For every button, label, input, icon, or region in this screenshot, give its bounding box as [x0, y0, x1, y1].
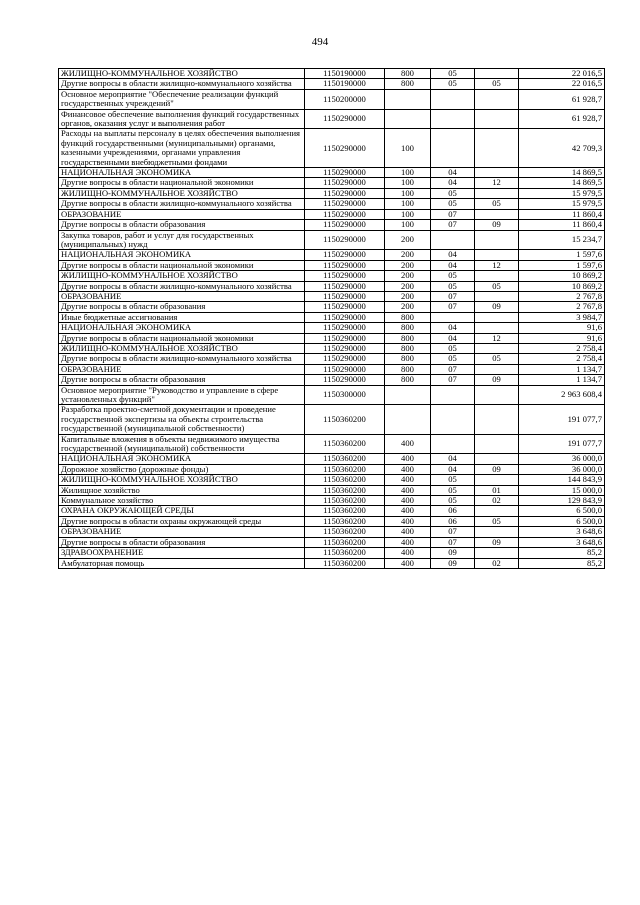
amount-cell: 22 016,5 [519, 79, 605, 89]
expense-type-cell: 800 [385, 343, 431, 353]
table-row [59, 496, 605, 506]
item-name-cell: Основное мероприятие "Обеспечение реализации функций государственных учреждений" [59, 89, 305, 109]
table-body [59, 69, 605, 569]
table-row [59, 260, 605, 270]
amount-cell: 15 979,5 [519, 199, 605, 209]
target-code-cell: 1150360200 [305, 548, 385, 558]
target-code-cell: 1150290000 [305, 364, 385, 374]
amount-cell: 10 869,2 [519, 271, 605, 281]
target-code-cell: 1150290000 [305, 230, 385, 250]
subsection-code-cell [475, 364, 519, 374]
item-name-cell: ЖИЛИЩНО-КОММУНАЛЬНОЕ ХОЗЯЙСТВО [59, 188, 305, 198]
item-name-cell: ОБРАЗОВАНИЕ [59, 364, 305, 374]
item-name-cell: НАЦИОНАЛЬНАЯ ЭКОНОМИКА [59, 168, 305, 178]
table-row [59, 354, 605, 364]
expense-type-cell: 800 [385, 79, 431, 89]
table-row [59, 434, 605, 454]
expense-type-cell: 800 [385, 375, 431, 385]
expense-type-cell: 400 [385, 485, 431, 495]
amount-cell: 3 648,6 [519, 537, 605, 547]
section-code-cell: 05 [431, 199, 475, 209]
amount-cell: 91,6 [519, 323, 605, 333]
expense-type-cell: 400 [385, 516, 431, 526]
subsection-code-cell [475, 69, 519, 79]
expense-type-cell: 100 [385, 168, 431, 178]
item-name-cell: Другие вопросы в области образования [59, 375, 305, 385]
amount-cell: 61 928,7 [519, 109, 605, 129]
subsection-code-cell: 12 [475, 178, 519, 188]
subsection-code-cell: 05 [475, 354, 519, 364]
section-code-cell: 04 [431, 333, 475, 343]
section-code-cell: 04 [431, 250, 475, 260]
amount-cell: 14 869,5 [519, 178, 605, 188]
subsection-code-cell [475, 230, 519, 250]
subsection-code-cell [475, 385, 519, 405]
item-name-cell: НАЦИОНАЛЬНАЯ ЭКОНОМИКА [59, 250, 305, 260]
table-row [59, 168, 605, 178]
target-code-cell: 1150290000 [305, 281, 385, 291]
subsection-code-cell [475, 405, 519, 434]
expense-type-cell: 400 [385, 558, 431, 568]
subsection-code-cell [475, 89, 519, 109]
table-row [59, 312, 605, 322]
section-code-cell [431, 312, 475, 322]
target-code-cell: 1150290000 [305, 312, 385, 322]
subsection-code-cell [475, 548, 519, 558]
target-code-cell: 1150360200 [305, 475, 385, 485]
target-code-cell: 1150290000 [305, 323, 385, 333]
amount-cell: 144 843,9 [519, 475, 605, 485]
subsection-code-cell: 05 [475, 281, 519, 291]
item-name-cell: ЗДРАВООХРАНЕНИЕ [59, 548, 305, 558]
item-name-cell: Финансовое обеспечение выполнения функций государственных органов, оказания услуг и выполнения работ [59, 109, 305, 129]
subsection-code-cell: 02 [475, 496, 519, 506]
section-code-cell: 07 [431, 527, 475, 537]
amount-cell: 1 597,6 [519, 250, 605, 260]
subsection-code-cell [475, 291, 519, 301]
table-row [59, 485, 605, 495]
target-code-cell: 1150360200 [305, 405, 385, 434]
item-name-cell: ЖИЛИЩНО-КОММУНАЛЬНОЕ ХОЗЯЙСТВО [59, 69, 305, 79]
target-code-cell: 1150290000 [305, 271, 385, 281]
subsection-code-cell [475, 475, 519, 485]
item-name-cell: Другие вопросы в области охраны окружающей среды [59, 516, 305, 526]
amount-cell: 15 234,7 [519, 230, 605, 250]
table-row [59, 454, 605, 464]
subsection-code-cell [475, 343, 519, 353]
table-row [59, 537, 605, 547]
target-code-cell: 1150290000 [305, 129, 385, 168]
item-name-cell: Основное мероприятие "Руководство и управление в сфере установленных функций" [59, 385, 305, 405]
target-code-cell: 1150290000 [305, 291, 385, 301]
table-row [59, 89, 605, 109]
section-code-cell: 07 [431, 364, 475, 374]
subsection-code-cell: 05 [475, 199, 519, 209]
table-row [59, 405, 605, 434]
expense-type-cell: 800 [385, 69, 431, 79]
expense-type-cell: 100 [385, 129, 431, 168]
subsection-code-cell: 01 [475, 485, 519, 495]
subsection-code-cell [475, 250, 519, 260]
target-code-cell: 1150290000 [305, 220, 385, 230]
section-code-cell: 05 [431, 69, 475, 79]
subsection-code-cell: 09 [475, 464, 519, 474]
subsection-code-cell: 09 [475, 537, 519, 547]
table-row [59, 343, 605, 353]
item-name-cell: Жилищное хозяйство [59, 485, 305, 495]
target-code-cell: 1150290000 [305, 188, 385, 198]
item-name-cell: Дорожное хозяйство (дорожные фонды) [59, 464, 305, 474]
item-name-cell: Коммунальное хозяйство [59, 496, 305, 506]
expense-type-cell: 200 [385, 271, 431, 281]
item-name-cell: Другие вопросы в области образования [59, 302, 305, 312]
target-code-cell: 1150290000 [305, 178, 385, 188]
item-name-cell: Разработка проектно-сметной документации и проведение государственной экспертизы на объекты строительства государственной (муниципальной собственности) [59, 405, 305, 434]
section-code-cell: 07 [431, 375, 475, 385]
amount-cell: 2 767,8 [519, 291, 605, 301]
target-code-cell: 1150290000 [305, 199, 385, 209]
expense-type-cell: 800 [385, 354, 431, 364]
section-code-cell [431, 405, 475, 434]
amount-cell: 2 767,8 [519, 302, 605, 312]
target-code-cell: 1150360200 [305, 527, 385, 537]
section-code-cell: 04 [431, 454, 475, 464]
table-row [59, 516, 605, 526]
subsection-code-cell [475, 527, 519, 537]
table-row [59, 188, 605, 198]
expense-type-cell: 200 [385, 250, 431, 260]
subsection-code-cell: 09 [475, 220, 519, 230]
section-code-cell: 09 [431, 558, 475, 568]
amount-cell: 129 843,9 [519, 496, 605, 506]
item-name-cell: Другие вопросы в области жилищно-коммунального хозяйства [59, 79, 305, 89]
amount-cell: 3 984,7 [519, 312, 605, 322]
item-name-cell: Другие вопросы в области образования [59, 220, 305, 230]
target-code-cell: 1150360200 [305, 537, 385, 547]
target-code-cell: 1150190000 [305, 79, 385, 89]
section-code-cell [431, 385, 475, 405]
table-row [59, 548, 605, 558]
expense-type-cell: 400 [385, 548, 431, 558]
amount-cell: 1 134,7 [519, 375, 605, 385]
expense-type-cell: 400 [385, 475, 431, 485]
expense-type-cell: 100 [385, 220, 431, 230]
table-row [59, 323, 605, 333]
expense-type-cell: 800 [385, 323, 431, 333]
subsection-code-cell: 12 [475, 333, 519, 343]
amount-cell: 1 597,6 [519, 260, 605, 270]
expense-type-cell: 200 [385, 302, 431, 312]
expense-type-cell: 400 [385, 464, 431, 474]
section-code-cell [431, 230, 475, 250]
table-row [59, 385, 605, 405]
expense-type-cell: 100 [385, 199, 431, 209]
expense-type-cell: 200 [385, 281, 431, 291]
table-row [59, 506, 605, 516]
amount-cell: 61 928,7 [519, 89, 605, 109]
table-row [59, 475, 605, 485]
amount-cell: 3 648,6 [519, 527, 605, 537]
subsection-code-cell: 05 [475, 516, 519, 526]
target-code-cell: 1150290000 [305, 354, 385, 364]
target-code-cell: 1150360200 [305, 558, 385, 568]
subsection-code-cell: 09 [475, 302, 519, 312]
table-row [59, 364, 605, 374]
subsection-code-cell [475, 434, 519, 454]
amount-cell: 85,2 [519, 558, 605, 568]
subsection-code-cell: 02 [475, 558, 519, 568]
expense-type-cell: 100 [385, 209, 431, 219]
item-name-cell: ОБРАЗОВАНИЕ [59, 209, 305, 219]
section-code-cell: 06 [431, 506, 475, 516]
expense-type-cell [385, 109, 431, 129]
amount-cell: 15 000,0 [519, 485, 605, 495]
target-code-cell: 1150290000 [305, 333, 385, 343]
target-code-cell: 1150290000 [305, 375, 385, 385]
section-code-cell [431, 109, 475, 129]
section-code-cell: 07 [431, 291, 475, 301]
table-row [59, 302, 605, 312]
item-name-cell: Другие вопросы в области национальной экономики [59, 178, 305, 188]
target-code-cell: 1150360200 [305, 506, 385, 516]
amount-cell: 11 860,4 [519, 209, 605, 219]
table-row [59, 178, 605, 188]
table-row [59, 250, 605, 260]
budget-table [58, 68, 605, 569]
item-name-cell: ЖИЛИЩНО-КОММУНАЛЬНОЕ ХОЗЯЙСТВО [59, 271, 305, 281]
table-row [59, 129, 605, 168]
target-code-cell: 1150360200 [305, 496, 385, 506]
target-code-cell: 1150360200 [305, 464, 385, 474]
amount-cell: 10 869,2 [519, 281, 605, 291]
table-row [59, 199, 605, 209]
expense-type-cell: 400 [385, 454, 431, 464]
section-code-cell: 05 [431, 271, 475, 281]
table-row [59, 333, 605, 343]
table-row [59, 558, 605, 568]
target-code-cell: 1150290000 [305, 250, 385, 260]
amount-cell: 15 979,5 [519, 188, 605, 198]
target-code-cell: 1150360200 [305, 485, 385, 495]
item-name-cell: ЖИЛИЩНО-КОММУНАЛЬНОЕ ХОЗЯЙСТВО [59, 343, 305, 353]
expense-type-cell: 200 [385, 230, 431, 250]
table-row [59, 527, 605, 537]
expense-type-cell [385, 405, 431, 434]
expense-type-cell: 400 [385, 434, 431, 454]
amount-cell: 36 000,0 [519, 454, 605, 464]
amount-cell: 85,2 [519, 548, 605, 558]
amount-cell: 191 077,7 [519, 405, 605, 434]
target-code-cell: 1150360200 [305, 434, 385, 454]
subsection-code-cell [475, 271, 519, 281]
amount-cell: 6 500,0 [519, 516, 605, 526]
subsection-code-cell [475, 506, 519, 516]
section-code-cell: 07 [431, 209, 475, 219]
expense-type-cell [385, 89, 431, 109]
item-name-cell: Иные бюджетные ассигнования [59, 312, 305, 322]
item-name-cell: Расходы на выплаты персоналу в целях обеспечения выполнения функций государственными (муниципальными) органами, казенными учреждениями, органами управления государственными внебюджетными фондами [59, 129, 305, 168]
amount-cell: 42 709,3 [519, 129, 605, 168]
section-code-cell: 05 [431, 475, 475, 485]
subsection-code-cell: 09 [475, 375, 519, 385]
item-name-cell: НАЦИОНАЛЬНАЯ ЭКОНОМИКА [59, 323, 305, 333]
amount-cell: 11 860,4 [519, 220, 605, 230]
table-row [59, 109, 605, 129]
target-code-cell: 1150360200 [305, 454, 385, 464]
table-row [59, 79, 605, 89]
section-code-cell: 07 [431, 220, 475, 230]
table-row [59, 375, 605, 385]
target-code-cell: 1150290000 [305, 209, 385, 219]
item-name-cell: ЖИЛИЩНО-КОММУНАЛЬНОЕ ХОЗЯЙСТВО [59, 475, 305, 485]
amount-cell: 2 758,4 [519, 354, 605, 364]
expense-type-cell: 800 [385, 312, 431, 322]
expense-type-cell: 200 [385, 260, 431, 270]
table-row [59, 69, 605, 79]
target-code-cell: 1150360200 [305, 516, 385, 526]
amount-cell: 22 016,5 [519, 69, 605, 79]
item-name-cell: Другие вопросы в области жилищно-коммунального хозяйства [59, 281, 305, 291]
expense-type-cell: 400 [385, 496, 431, 506]
section-code-cell: 05 [431, 188, 475, 198]
item-name-cell: Амбулаторная помощь [59, 558, 305, 568]
page-number: 494 [311, 36, 329, 48]
section-code-cell: 05 [431, 496, 475, 506]
section-code-cell: 04 [431, 323, 475, 333]
item-name-cell: ОБРАЗОВАНИЕ [59, 291, 305, 301]
table-row [59, 220, 605, 230]
amount-cell: 2 758,4 [519, 343, 605, 353]
amount-cell: 91,6 [519, 333, 605, 343]
target-code-cell: 1150290000 [305, 168, 385, 178]
section-code-cell: 05 [431, 281, 475, 291]
item-name-cell: Другие вопросы в области национальной экономики [59, 333, 305, 343]
amount-cell: 14 869,5 [519, 168, 605, 178]
target-code-cell: 1150190000 [305, 69, 385, 79]
section-code-cell: 04 [431, 464, 475, 474]
item-name-cell: Закупка товаров, работ и услуг для государственных (муниципальных) нужд [59, 230, 305, 250]
item-name-cell: ОХРАНА ОКРУЖАЮЩЕЙ СРЕДЫ [59, 506, 305, 516]
expense-type-cell: 400 [385, 537, 431, 547]
target-code-cell: 1150290000 [305, 109, 385, 129]
section-code-cell [431, 434, 475, 454]
expense-type-cell [385, 385, 431, 405]
subsection-code-cell: 05 [475, 79, 519, 89]
subsection-code-cell [475, 323, 519, 333]
subsection-code-cell [475, 129, 519, 168]
expense-type-cell: 800 [385, 364, 431, 374]
subsection-code-cell [475, 168, 519, 178]
expense-type-cell: 800 [385, 333, 431, 343]
item-name-cell: Другие вопросы в области образования [59, 537, 305, 547]
amount-cell: 6 500,0 [519, 506, 605, 516]
table-row [59, 291, 605, 301]
target-code-cell: 1150290000 [305, 260, 385, 270]
subsection-code-cell [475, 109, 519, 129]
expense-type-cell: 400 [385, 527, 431, 537]
section-code-cell: 04 [431, 168, 475, 178]
section-code-cell [431, 89, 475, 109]
target-code-cell: 1150300000 [305, 385, 385, 405]
item-name-cell: Другие вопросы в области жилищно-коммунального хозяйства [59, 354, 305, 364]
target-code-cell: 1150200000 [305, 89, 385, 109]
expense-type-cell: 100 [385, 188, 431, 198]
table-row [59, 281, 605, 291]
section-code-cell: 05 [431, 354, 475, 364]
amount-cell: 36 000,0 [519, 464, 605, 474]
item-name-cell: Другие вопросы в области жилищно-коммунального хозяйства [59, 199, 305, 209]
section-code-cell: 05 [431, 485, 475, 495]
table-row [59, 230, 605, 250]
table-row [59, 209, 605, 219]
section-code-cell: 05 [431, 343, 475, 353]
expense-type-cell: 200 [385, 291, 431, 301]
section-code-cell: 04 [431, 178, 475, 188]
target-code-cell: 1150290000 [305, 343, 385, 353]
item-name-cell: Другие вопросы в области национальной экономики [59, 260, 305, 270]
section-code-cell: 07 [431, 302, 475, 312]
target-code-cell: 1150290000 [305, 302, 385, 312]
section-code-cell: 05 [431, 79, 475, 89]
section-code-cell: 06 [431, 516, 475, 526]
section-code-cell [431, 129, 475, 168]
expense-type-cell: 400 [385, 506, 431, 516]
item-name-cell: ОБРАЗОВАНИЕ [59, 527, 305, 537]
item-name-cell: Капитальные вложения в объекты недвижимого имущества государственной (муниципальной) собственности [59, 434, 305, 454]
subsection-code-cell [475, 454, 519, 464]
amount-cell: 191 077,7 [519, 434, 605, 454]
amount-cell: 1 134,7 [519, 364, 605, 374]
section-code-cell: 04 [431, 260, 475, 270]
item-name-cell: НАЦИОНАЛЬНАЯ ЭКОНОМИКА [59, 454, 305, 464]
subsection-code-cell [475, 312, 519, 322]
amount-cell: 2 963 608,4 [519, 385, 605, 405]
subsection-code-cell [475, 209, 519, 219]
table-row [59, 464, 605, 474]
expense-type-cell: 100 [385, 178, 431, 188]
subsection-code-cell: 12 [475, 260, 519, 270]
subsection-code-cell [475, 188, 519, 198]
section-code-cell: 07 [431, 537, 475, 547]
table-row [59, 271, 605, 281]
section-code-cell: 09 [431, 548, 475, 558]
